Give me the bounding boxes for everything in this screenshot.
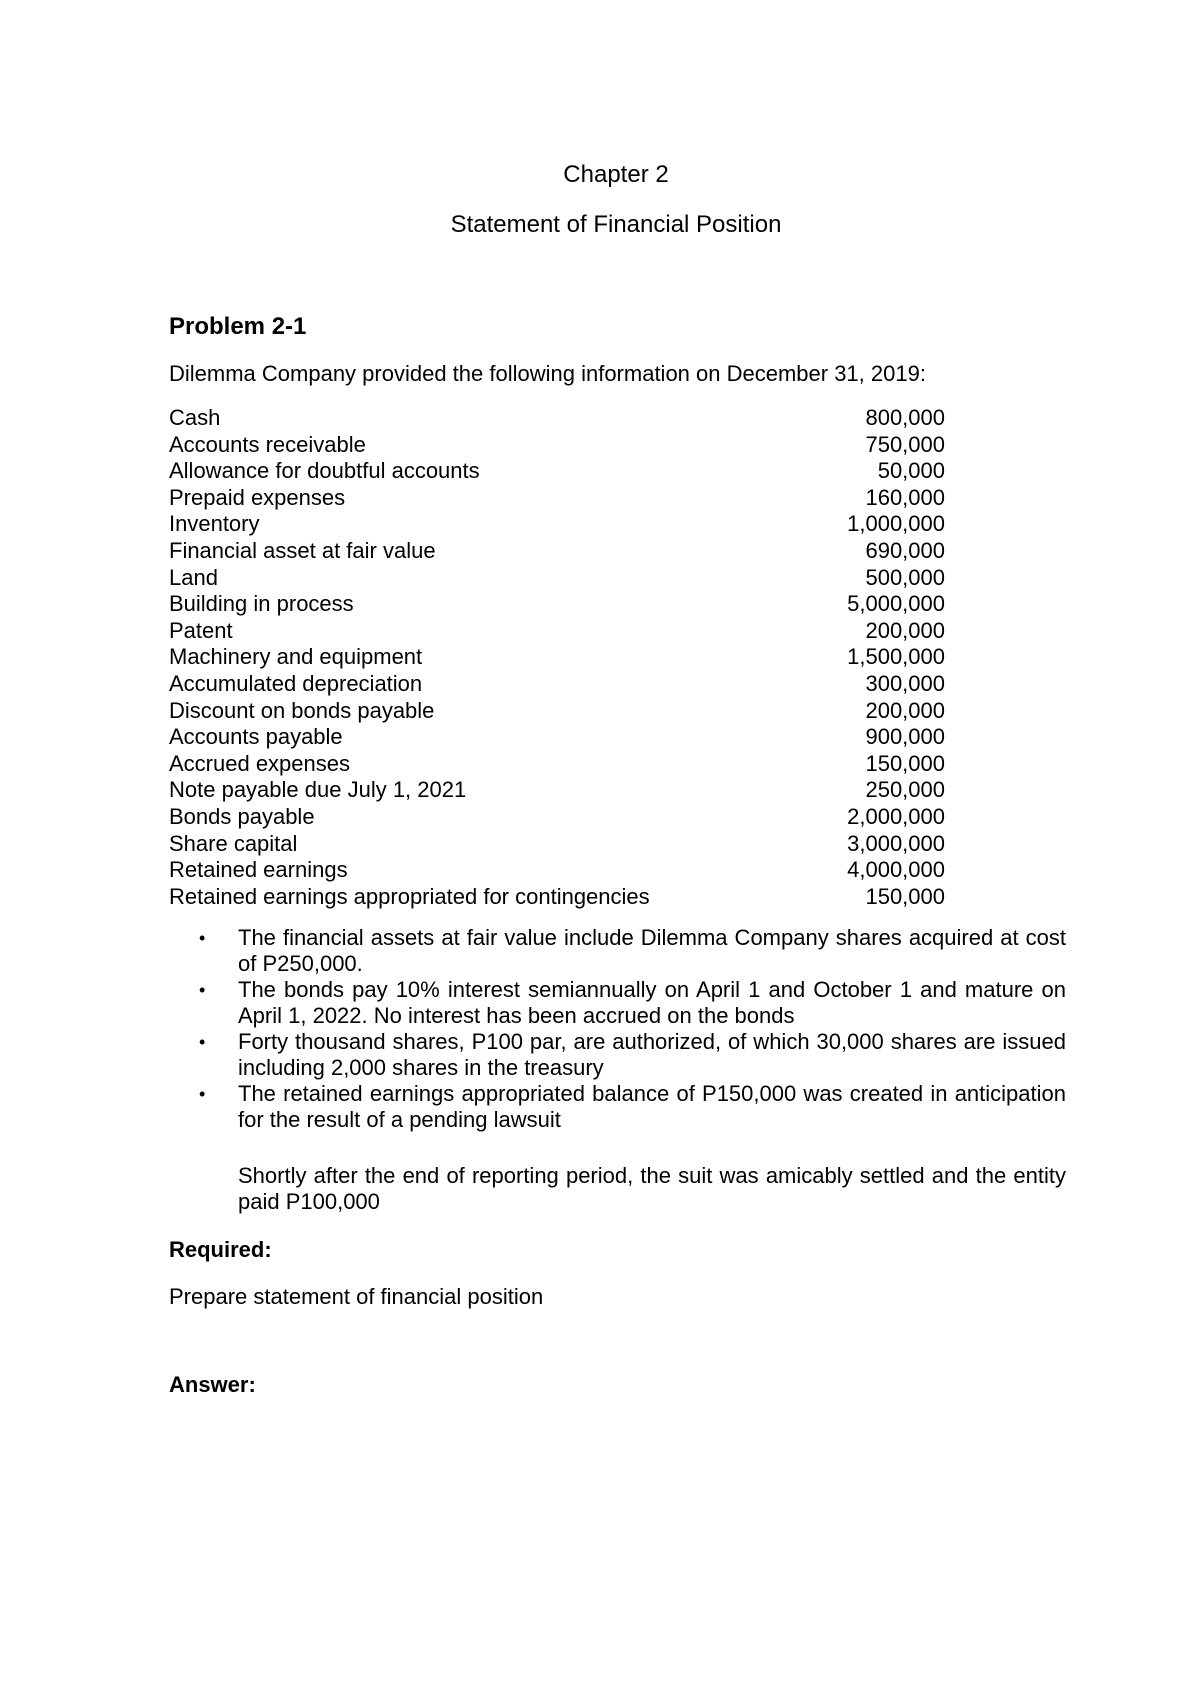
- bullet-icon: •: [199, 980, 206, 1000]
- note-text: Forty thousand shares, P100 par, are authorized, of which 30,000 shares are issued including 2,000 shares in the treasury: [238, 1029, 1066, 1080]
- note-item: [169, 977, 1066, 1029]
- account-row: [169, 644, 945, 671]
- required-label: Required:: [169, 1237, 272, 1262]
- account-amount: 1,000,000: [847, 511, 945, 537]
- note-item: [169, 1081, 1066, 1133]
- account-name: Prepaid expenses: [169, 484, 346, 510]
- note-text: The financial assets at fair value include Dilemma Company shares acquired at cost of P250,000.: [238, 925, 1066, 976]
- account-row: [169, 671, 945, 698]
- account-name: Accumulated depreciation: [169, 670, 423, 696]
- account-amount: 1,500,000: [847, 644, 945, 670]
- account-row: [169, 777, 945, 804]
- account-row: [169, 511, 945, 538]
- account-row: [169, 698, 945, 725]
- account-row: [169, 432, 945, 459]
- required-text: Prepare statement of financial position: [169, 1284, 544, 1309]
- note-text: The bonds pay 10% interest semiannually on April 1 and October 1 and mature on April 1, 2022. No interest has been accrued on the bonds: [238, 977, 1066, 1028]
- account-name: Machinery and equipment: [169, 644, 423, 670]
- account-name: Note payable due July 1, 2021: [169, 777, 467, 803]
- account-row: [169, 565, 945, 592]
- account-amount: 150,000: [865, 750, 945, 776]
- answer-label: Answer:: [169, 1372, 256, 1397]
- account-name: Bonds payable: [169, 803, 315, 829]
- account-row: [169, 857, 945, 884]
- account-name: Discount on bonds payable: [169, 697, 435, 723]
- chapter-title: Chapter 2: [563, 161, 669, 188]
- account-row: [169, 618, 945, 645]
- account-row: [169, 831, 945, 858]
- account-row: [169, 591, 945, 618]
- account-row: [169, 405, 945, 432]
- account-name: Land: [169, 564, 218, 590]
- bullet-icon: •: [199, 928, 206, 948]
- account-amount: 5,000,000: [847, 591, 945, 617]
- account-amount: 300,000: [865, 670, 945, 696]
- account-amount: 150,000: [865, 883, 945, 909]
- account-name: Accounts receivable: [169, 431, 366, 457]
- account-name: Retained earnings appropriated for contingencies: [169, 883, 650, 909]
- account-name: Patent: [169, 617, 233, 643]
- page-title: Statement of Financial Position: [450, 211, 782, 238]
- account-amount: 2,000,000: [847, 803, 945, 829]
- note-item: [169, 1029, 1066, 1081]
- account-amount: 160,000: [865, 484, 945, 510]
- note-text: The retained earnings appropriated balance of P150,000 was created in anticipation for the result of a pending lawsuit: [238, 1081, 1066, 1132]
- bullet-icon: •: [199, 1032, 206, 1052]
- account-row: [169, 485, 945, 512]
- account-name: Building in process: [169, 591, 354, 617]
- account-row: [169, 538, 945, 565]
- account-row: [169, 804, 945, 831]
- account-amount: 690,000: [865, 537, 945, 563]
- account-name: Financial asset at fair value: [169, 537, 436, 563]
- account-row: [169, 458, 945, 485]
- account-name: Cash: [169, 405, 221, 430]
- account-name: Accounts payable: [169, 724, 343, 750]
- account-amount: 4,000,000: [847, 857, 945, 883]
- account-row: [169, 884, 945, 911]
- account-amount: 900,000: [865, 724, 945, 750]
- account-amount: 50,000: [877, 458, 945, 484]
- account-amount: 200,000: [865, 697, 945, 723]
- notes-list: [169, 925, 1066, 1133]
- account-list: [169, 405, 945, 910]
- problem-intro: Dilemma Company provided the following information on December 31, 2019:: [169, 361, 926, 386]
- account-name: Inventory: [169, 511, 260, 537]
- account-name: Share capital: [169, 830, 298, 856]
- account-name: Accrued expenses: [169, 750, 350, 776]
- note-item: [169, 925, 1066, 977]
- note-paragraph: Shortly after the end of reporting period, the suit was amicably settled and the entity paid P100,000: [238, 1163, 1066, 1214]
- account-amount: 500,000: [865, 564, 945, 590]
- account-amount: 800,000: [865, 405, 945, 430]
- bullet-icon: •: [199, 1084, 206, 1104]
- problem-heading: Problem 2-1: [169, 313, 307, 340]
- account-amount: 200,000: [865, 617, 945, 643]
- account-amount: 250,000: [865, 777, 945, 803]
- account-row: [169, 724, 945, 751]
- account-amount: 750,000: [865, 431, 945, 457]
- account-amount: 3,000,000: [847, 830, 945, 856]
- account-row: [169, 751, 945, 778]
- account-name: Allowance for doubtful accounts: [169, 458, 480, 484]
- account-name: Retained earnings: [169, 857, 348, 883]
